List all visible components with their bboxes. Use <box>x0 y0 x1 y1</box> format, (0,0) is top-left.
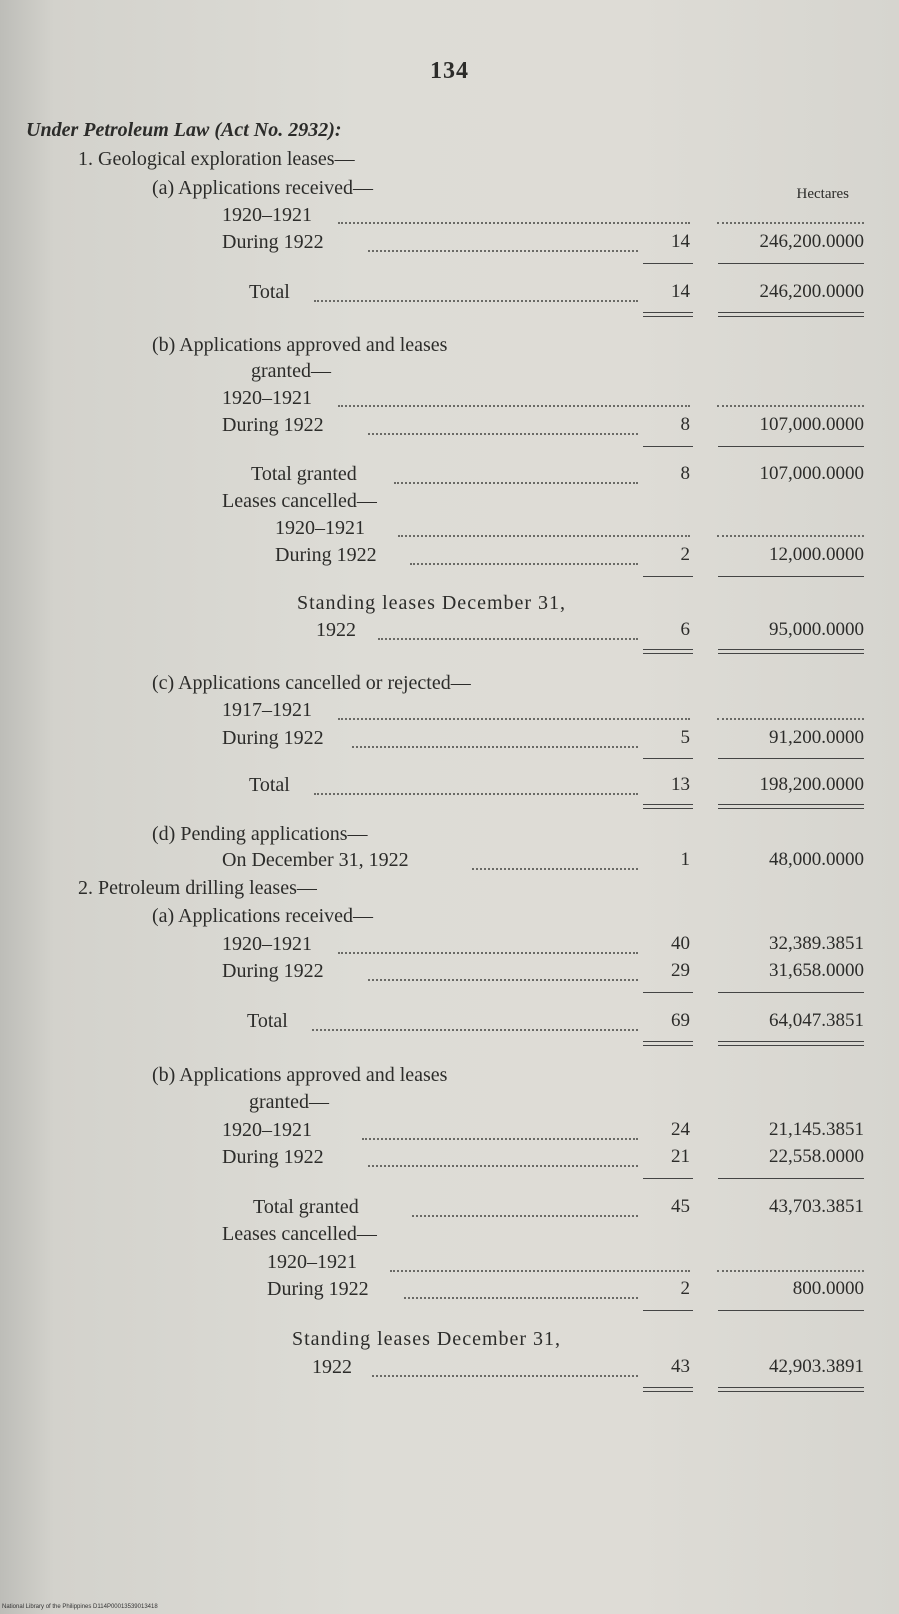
rule <box>643 1310 693 1311</box>
rule <box>718 1310 864 1311</box>
s1a-r2: During 1922 <box>222 231 324 253</box>
leader-dots <box>352 744 638 748</box>
rule <box>718 992 864 993</box>
s2-title: 2. Petroleum drilling leases— <box>78 877 317 899</box>
s1b-cancelled: Leases cancelled— <box>222 490 377 512</box>
s1b-total-ha: 107,000.0000 <box>759 463 864 484</box>
rule <box>643 992 693 993</box>
rule <box>643 758 693 759</box>
s1b-c1: 1920–1921 <box>275 517 365 539</box>
leader-dots <box>338 220 690 224</box>
section-heading: Under Petroleum Law (Act No. 2932): <box>26 119 342 141</box>
double-rule <box>718 1387 864 1392</box>
s1b-st-ha: 95,000.0000 <box>769 619 864 640</box>
leader-dots <box>338 403 690 407</box>
leader-dots <box>368 1163 638 1167</box>
rule <box>718 1178 864 1179</box>
s1c-title: (c) Applications cancelled or rejected— <box>152 672 471 694</box>
s2b-cancelled: Leases cancelled— <box>222 1223 377 1245</box>
s1b-st-count: 6 <box>680 619 690 640</box>
s2b-r1: 1920–1921 <box>222 1119 312 1141</box>
s1a-total-ha: 246,200.0000 <box>759 281 864 302</box>
double-rule <box>643 312 693 317</box>
s1a-total-count: 14 <box>671 281 690 302</box>
leader-dots <box>338 950 638 954</box>
s1b-r2: During 1922 <box>222 414 324 436</box>
s2b-c2-count: 2 <box>680 1278 690 1299</box>
s2b-total-ha: 43,703.3851 <box>769 1196 864 1217</box>
s2a-r2-ha: 31,658.0000 <box>769 960 864 981</box>
leader-dots <box>372 1373 638 1377</box>
s2b-r2: During 1922 <box>222 1146 324 1168</box>
s1b-title2: granted— <box>251 360 331 382</box>
s1b-r2-ha: 107,000.0000 <box>759 414 864 435</box>
double-rule <box>718 1041 864 1046</box>
s1d-r1: On December 31, 1922 <box>222 849 409 871</box>
leader-dots <box>404 1295 638 1299</box>
s1c-total-count: 13 <box>671 774 690 795</box>
s2a-title: (a) Applications received— <box>152 905 374 927</box>
s1b-total: Total granted <box>251 463 357 485</box>
leader-dots <box>717 403 864 407</box>
rule <box>643 1178 693 1179</box>
double-rule <box>643 1387 693 1392</box>
leader-dots <box>312 1027 638 1031</box>
s2b-standing2: 1922 <box>312 1356 352 1378</box>
rule <box>643 263 693 264</box>
s1b-title: (b) Applications approved and leases <box>152 334 448 356</box>
leader-dots <box>338 716 690 720</box>
double-rule <box>643 1041 693 1046</box>
s2b-c1: 1920–1921 <box>267 1251 357 1273</box>
s1a-r1: 1920–1921 <box>222 204 312 226</box>
s2b-r1-count: 24 <box>671 1119 690 1140</box>
s1c-total: Total <box>249 774 290 796</box>
s2a-total-ha: 64,047.3851 <box>769 1010 864 1031</box>
s1b-total-count: 8 <box>680 463 690 484</box>
s1d-title: (d) Pending applications— <box>152 823 368 845</box>
s1c-r2-ha: 91,200.0000 <box>769 727 864 748</box>
leader-dots <box>394 480 638 484</box>
leader-dots <box>412 1213 638 1217</box>
s1a-r2-count: 14 <box>671 231 690 252</box>
s2b-standing: Standing leases December 31, <box>292 1328 562 1350</box>
s2a-r2: During 1922 <box>222 960 324 982</box>
rule <box>718 263 864 264</box>
rule <box>718 576 864 577</box>
s2b-st-ha: 42,903.3891 <box>769 1356 864 1377</box>
s1a-title: (a) Applications received— <box>152 177 374 199</box>
page-number: 134 <box>430 58 469 84</box>
s2b-c2-ha: 800.0000 <box>792 1278 864 1299</box>
s1-title: 1. Geological exploration leases— <box>78 148 355 170</box>
s1a-total: Total <box>249 281 290 303</box>
leader-dots <box>472 866 638 870</box>
s2a-r1: 1920–1921 <box>222 933 312 955</box>
rule <box>643 576 693 577</box>
s2a-total-count: 69 <box>671 1010 690 1031</box>
leader-dots <box>390 1268 690 1272</box>
s1a-r2-ha: 246,200.0000 <box>759 231 864 252</box>
s1c-r2-count: 5 <box>680 727 690 748</box>
s1d-r1-ha: 48,000.0000 <box>769 849 864 870</box>
s2b-st-count: 43 <box>671 1356 690 1377</box>
s2a-r2-count: 29 <box>671 960 690 981</box>
s1b-r2-count: 8 <box>680 414 690 435</box>
leader-dots <box>368 248 638 252</box>
s2b-total-count: 45 <box>671 1196 690 1217</box>
s1d-r1-count: 1 <box>680 849 690 870</box>
s2b-c2: During 1922 <box>267 1278 369 1300</box>
leader-dots <box>717 716 864 720</box>
leader-dots <box>314 298 638 302</box>
s2a-r1-count: 40 <box>671 933 690 954</box>
s1b-c2-ha: 12,000.0000 <box>769 544 864 565</box>
s1b-c2-count: 2 <box>680 544 690 565</box>
s1b-standing: Standing leases December 31, <box>297 592 567 614</box>
double-rule <box>718 804 864 809</box>
s1c-r2: During 1922 <box>222 727 324 749</box>
footer-credit: National Library of the Philippines D114P00013539013418 <box>2 1604 158 1610</box>
rule <box>718 446 864 447</box>
s1c-total-ha: 198,200.0000 <box>759 774 864 795</box>
leader-dots <box>378 636 638 640</box>
s2b-r2-ha: 22,558.0000 <box>769 1146 864 1167</box>
s2b-r2-count: 21 <box>671 1146 690 1167</box>
s2b-total: Total granted <box>253 1196 359 1218</box>
double-rule <box>643 649 693 654</box>
s2b-r1-ha: 21,145.3851 <box>769 1119 864 1140</box>
s1c-r1: 1917–1921 <box>222 699 312 721</box>
s2b-title: (b) Applications approved and leases <box>152 1064 448 1086</box>
s2b-title2: granted— <box>249 1091 329 1113</box>
leader-dots <box>368 977 638 981</box>
s1b-r1: 1920–1921 <box>222 387 312 409</box>
leader-dots <box>314 791 638 795</box>
leader-dots <box>398 533 690 537</box>
s1b-c2: During 1922 <box>275 544 377 566</box>
s2a-total: Total <box>247 1010 288 1032</box>
double-rule <box>643 804 693 809</box>
double-rule <box>718 312 864 317</box>
hectares-header: Hectares <box>796 186 849 202</box>
leader-dots <box>717 220 864 224</box>
rule <box>718 758 864 759</box>
rule <box>643 446 693 447</box>
leader-dots <box>410 561 638 565</box>
s2a-r1-ha: 32,389.3851 <box>769 933 864 954</box>
leader-dots <box>362 1136 638 1140</box>
leader-dots <box>717 533 864 537</box>
leader-dots <box>368 431 638 435</box>
s1b-standing2: 1922 <box>316 619 356 641</box>
leader-dots <box>717 1268 864 1272</box>
double-rule <box>718 649 864 654</box>
